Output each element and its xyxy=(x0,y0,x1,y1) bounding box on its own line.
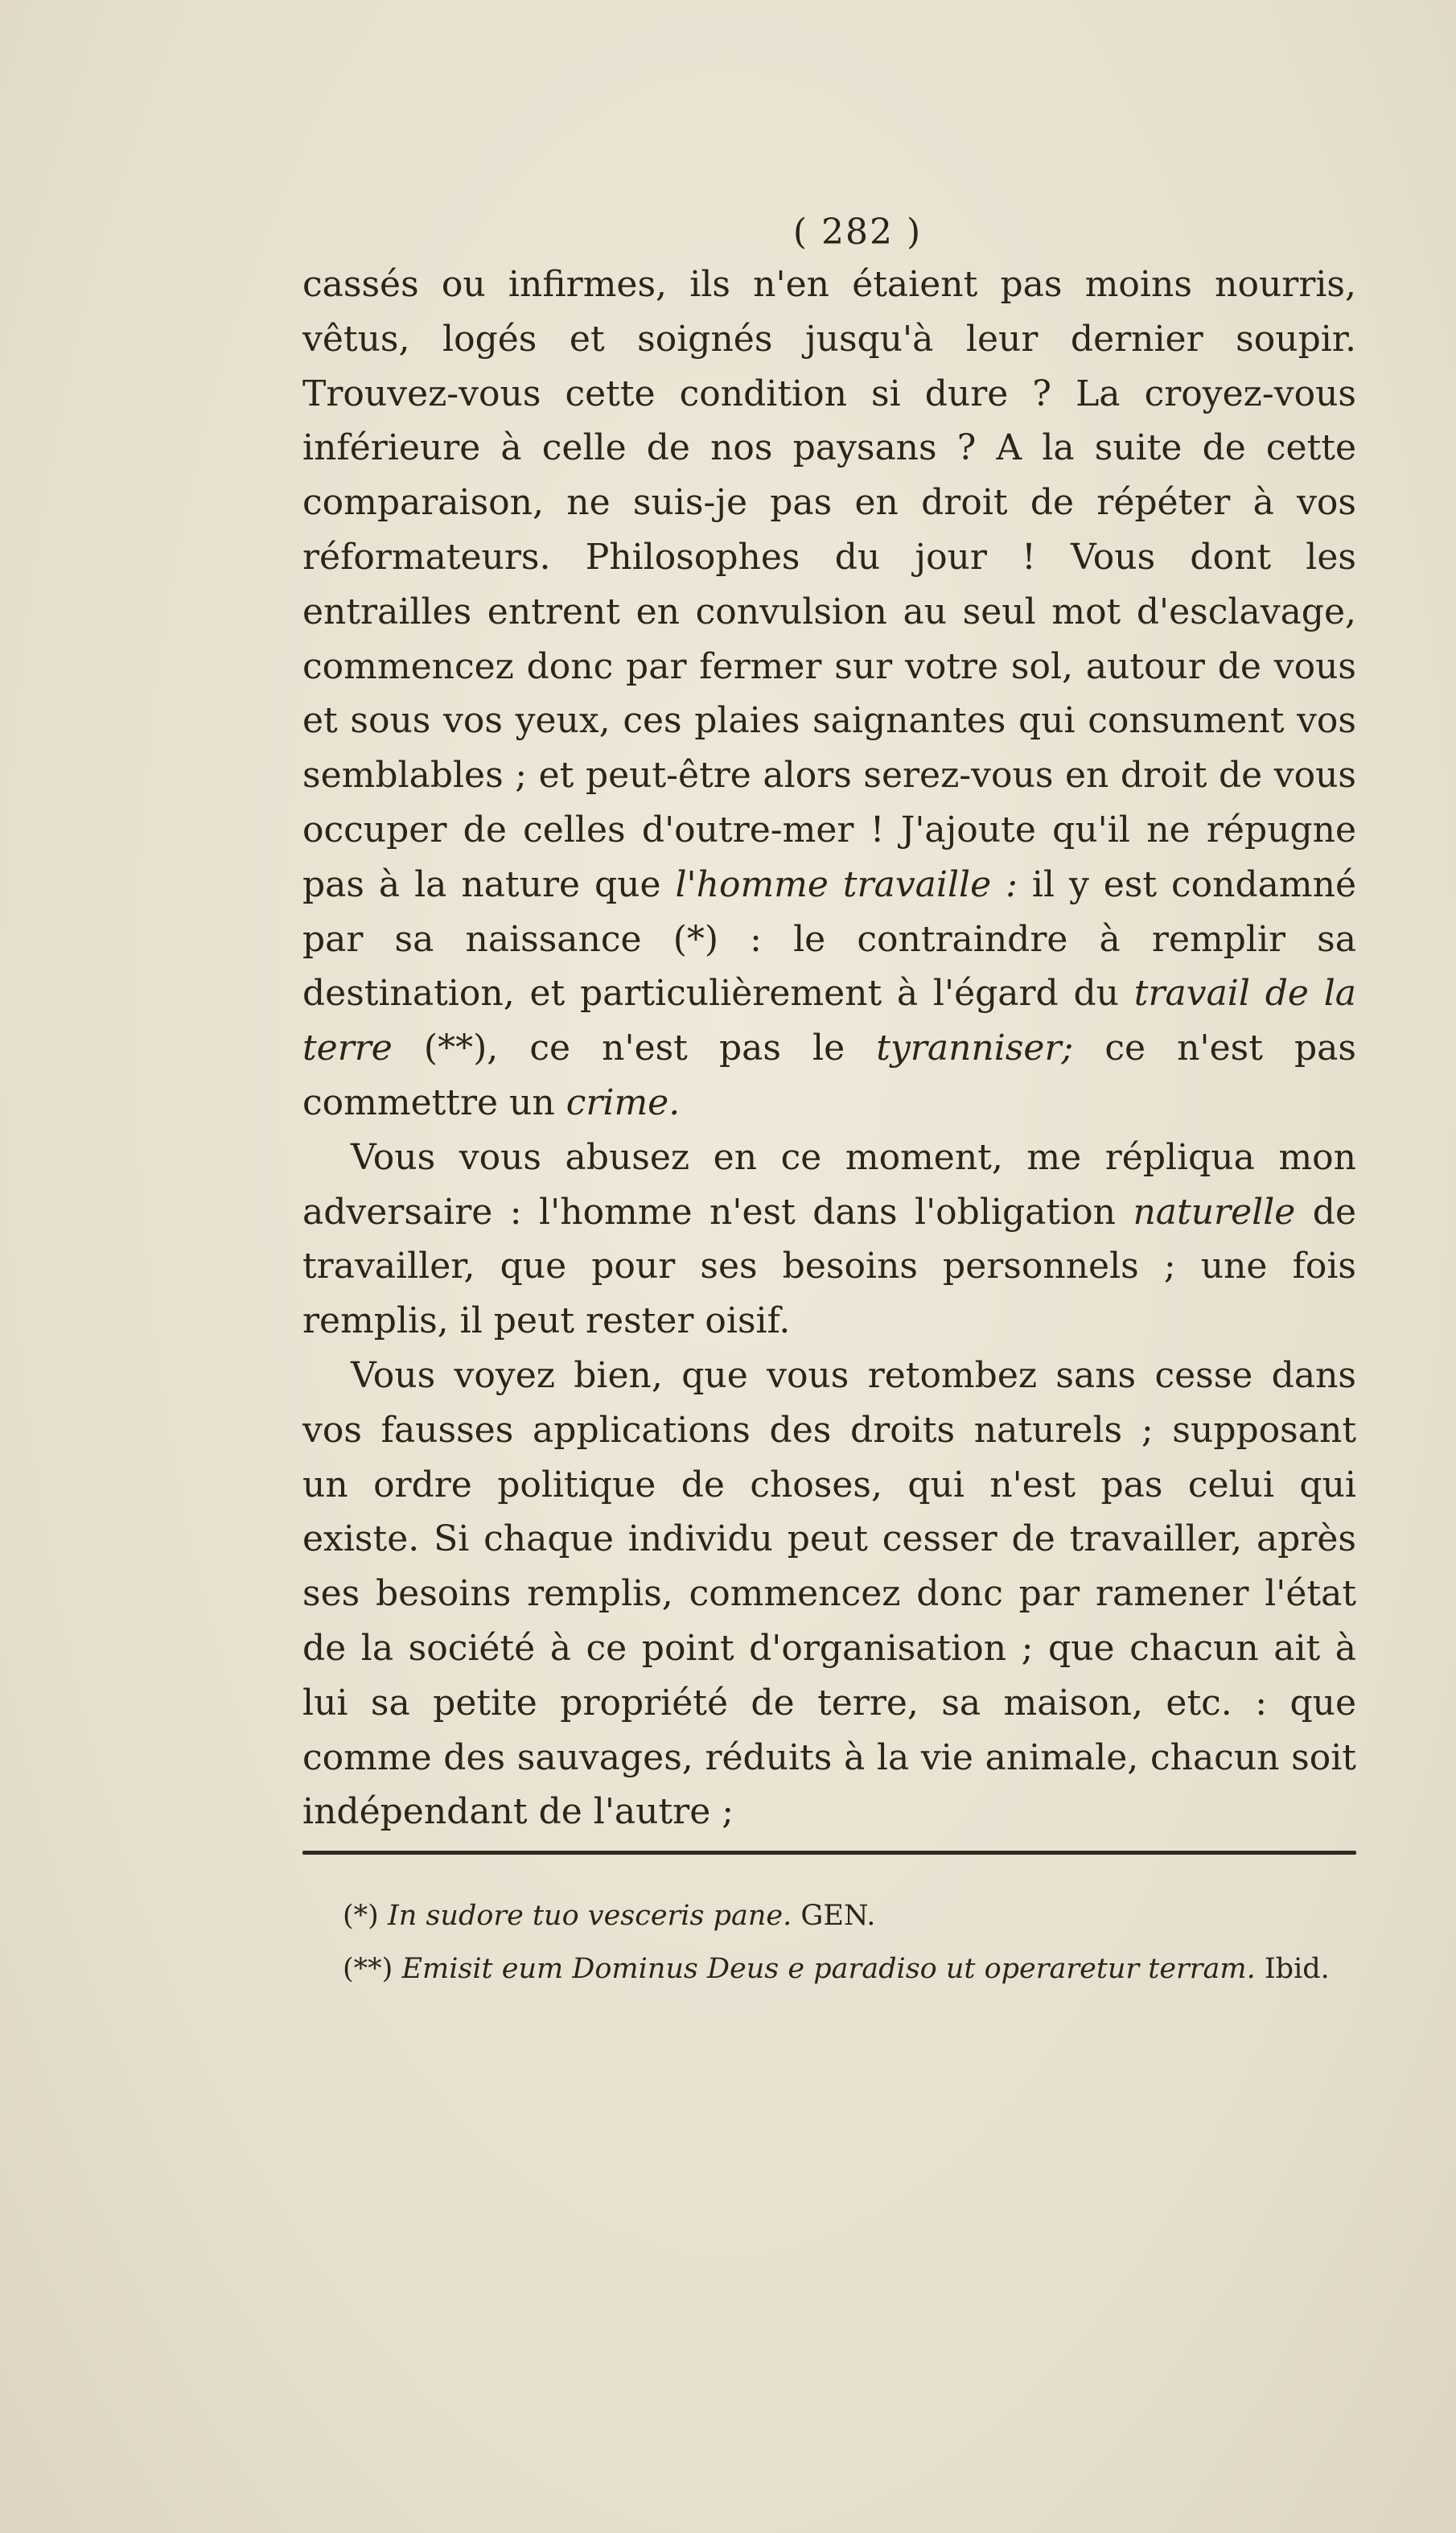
footnote-2-source: Ibid. xyxy=(1264,1953,1330,1986)
paragraph-2 xyxy=(302,1131,1356,1349)
paragraph-1-segment: (**), ce n'est pas le xyxy=(392,1028,877,1069)
footnote-1 xyxy=(302,1893,1356,1938)
paragraph-1-segment: cassés ou infirmes, ils n'en étaient pas moins nourris, vêtus, logés et soignés jusqu'à leur dernier soupir. Trouvez-vous cette condition si dure ? La croyez-vous inférieure à celle de nos paysans ? A la suite de cette comparaison, ne suis-je pas en droit de répéter à vos réformateurs. Philosophes du jour ! Vous dont les entrailles entrent en convulsion au seul mot d'esclavage, commencez donc par fermer sur votre sol, autour de vous et sous vos yeux, ces plaies saignantes qui consument vos semblables ; et peut-être alors serez-vous en droit de vous occuper de celles d'outre-mer ! J'ajoute qu'il ne répugne pas à la nature que xyxy=(302,264,1356,905)
paragraph-3-segment: Vous voyez bien, que vous retombez sans cesse dans vos fausses applications des droits naturels ; supposant un ordre politique de choses, qui n'est pas celui qui existe. Si chaque individu peut cesser de travailler, après ses besoins remplis, commencez donc par ramener l'état de la société à ce point d'organisation ; que chacun ait à lui sa petite propriété de terre, sa maison, etc. : que comme des sauvages, réduits à la vie animale, chacun soit indépendant de l'autre ; xyxy=(302,1354,1356,1833)
paragraph-1-segment: l'homme travaille : xyxy=(675,863,1018,905)
paragraph-1-segment: travail de la terre xyxy=(302,973,1356,1069)
footnotes xyxy=(302,1893,1356,1991)
page-number: ( 282 ) xyxy=(792,212,923,253)
footnote-2-mark: (**) xyxy=(343,1953,393,1986)
footnote-1-source: GEN. xyxy=(800,1900,876,1933)
paragraph-2-segment: naturelle xyxy=(1133,1191,1296,1233)
body-text xyxy=(302,257,1356,1839)
paragraph-1-segment: crime. xyxy=(566,1081,681,1123)
paragraph-1 xyxy=(302,257,1356,1131)
paragraph-1-segment: tyranniser; xyxy=(876,1028,1074,1069)
footnote-1-mark: (*) xyxy=(343,1900,379,1933)
paragraph-1-segment: ce n'est pas commettre un xyxy=(302,1028,1356,1123)
footnote-separator xyxy=(302,1851,1356,1855)
paragraph-3 xyxy=(302,1349,1356,1839)
footnote-2 xyxy=(302,1946,1356,1991)
footnote-1-text: In sudore tuo vesceris pane. xyxy=(387,1900,792,1933)
footnote-2-text: Emisit eum Dominus Deus e paradiso ut operaretur terram. xyxy=(401,1953,1256,1986)
paragraph-1-segment: il y est condamné par sa naissance (*) : le contraindre à remplir sa destination, et particulièrement à l'égard du xyxy=(302,863,1357,1015)
paragraph-2-segment: Vous vous abusez en ce moment, me répliqua mon adversaire : l'homme n'est dans l'obligation xyxy=(302,1136,1356,1233)
paragraph-2-segment: de travailler, que pour ses besoins personnels ; une fois remplis, il peut rester oisif. xyxy=(302,1191,1356,1342)
book-page xyxy=(302,208,1356,2000)
